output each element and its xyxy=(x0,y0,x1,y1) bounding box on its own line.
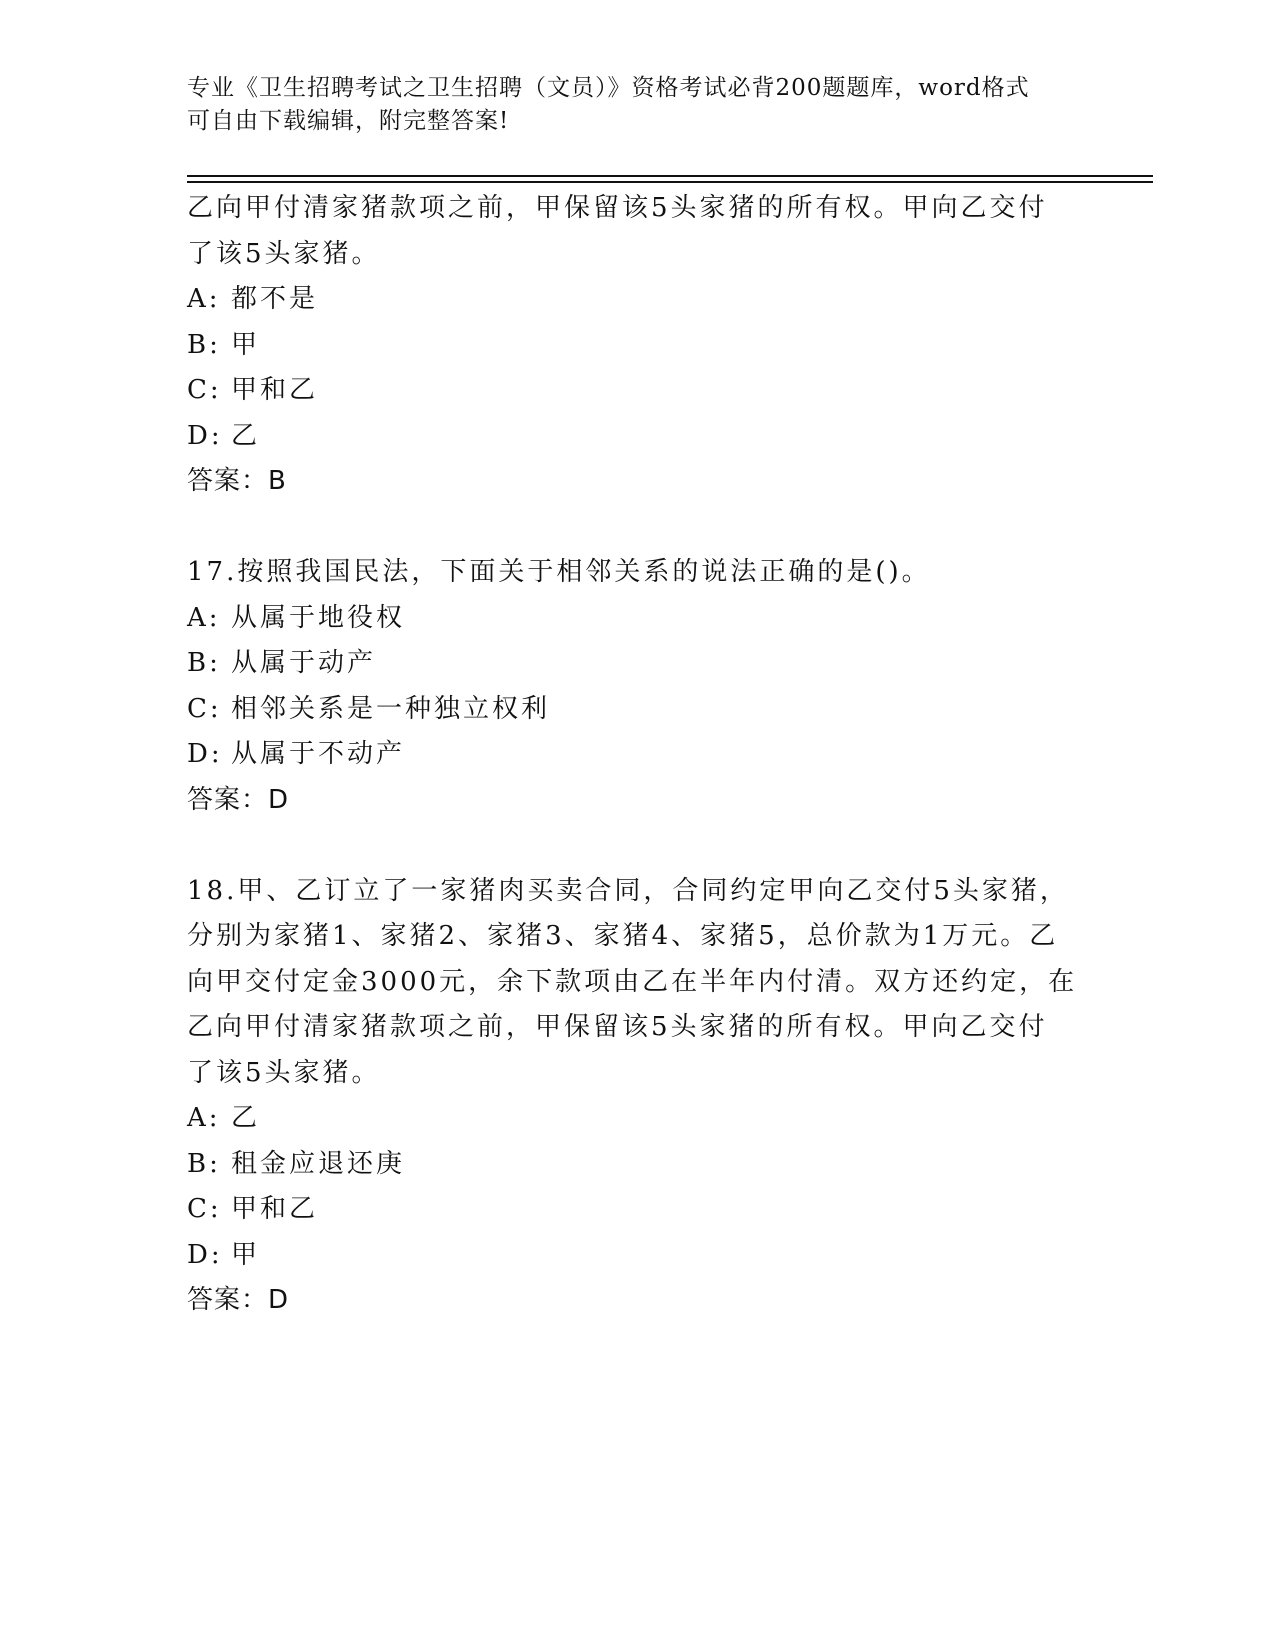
answer-value: D xyxy=(268,1285,290,1315)
header-line-2: 可自由下载编辑，附完整答案! xyxy=(187,108,510,134)
answer-value: D xyxy=(268,784,290,815)
document-header xyxy=(187,72,1067,138)
option-text: 甲和乙 xyxy=(231,1194,319,1224)
answer-line xyxy=(187,778,1087,824)
option-text: 甲和乙 xyxy=(231,375,319,405)
option-text: 相邻关系是一种独立权利 xyxy=(231,693,551,724)
option-text: 从属于动产 xyxy=(231,648,377,678)
question-spacer xyxy=(187,505,1087,551)
option-text: 乙 xyxy=(231,1103,261,1133)
option-a xyxy=(187,277,1087,323)
question-stem-line: 18.甲、乙订立了一家猪肉买卖合同，合同约定甲向乙交付5头家猪， xyxy=(187,875,1069,906)
option-key: B: xyxy=(187,1148,221,1179)
option-b xyxy=(187,323,1087,369)
option-key: C: xyxy=(187,693,222,724)
question-block xyxy=(187,186,1087,505)
question-stem-line: 向甲交付定金3000元，余下款项由乙在半年内付清。双方还约定，在 xyxy=(187,966,1078,997)
option-text: 租金应退还庚 xyxy=(231,1148,406,1179)
answer-label: 答案： xyxy=(187,466,269,496)
option-b xyxy=(187,641,1087,687)
option-text: 都不是 xyxy=(231,284,319,314)
question-stem-line: 分别为家猪1、家猪2、家猪3、家猪4、家猪5，总价款为1万元。乙 xyxy=(187,921,1059,951)
question-block xyxy=(187,869,1087,1324)
option-a xyxy=(187,1096,1087,1142)
option-text: 从属于地役权 xyxy=(231,602,406,633)
question-stem-line: 了该5头家猪。 xyxy=(187,238,381,269)
answer-label: 答案： xyxy=(187,784,269,815)
question-stem-line: 了该5头家猪。 xyxy=(187,1057,381,1088)
option-key: D: xyxy=(187,739,223,769)
option-key: A: xyxy=(187,602,221,633)
question-stem-line: 17.按照我国民法，下面关于相邻关系的说法正确的是()。 xyxy=(187,557,931,587)
answer-line xyxy=(187,459,1087,505)
option-d xyxy=(187,732,1087,778)
option-key: D: xyxy=(187,420,223,451)
option-key: B: xyxy=(187,648,221,678)
option-d xyxy=(187,1233,1087,1279)
option-key: A: xyxy=(187,1103,221,1133)
option-d xyxy=(187,414,1087,460)
option-c xyxy=(187,1187,1087,1233)
answer-value: B xyxy=(268,466,287,496)
option-text: 甲 xyxy=(231,329,261,360)
option-key: B: xyxy=(187,329,221,360)
header-line-1: 专业《卫生招聘考试之卫生招聘（文员）》资格考试必背200题题库，word格式 xyxy=(187,75,1030,101)
option-c xyxy=(187,687,1087,733)
option-text: 甲 xyxy=(231,1239,261,1270)
option-key: C: xyxy=(187,1194,222,1224)
header-divider-bottom xyxy=(187,181,1153,183)
option-key: D: xyxy=(187,1239,223,1270)
question-list xyxy=(187,186,1087,1324)
option-text: 乙 xyxy=(231,420,261,451)
option-key: C: xyxy=(187,375,222,405)
answer-line xyxy=(187,1278,1087,1324)
option-b xyxy=(187,1142,1087,1188)
question-stem-line: 乙向甲付清家猪款项之前，甲保留该5头家猪的所有权。甲向乙交付 xyxy=(187,1012,1048,1042)
answer-label: 答案： xyxy=(187,1285,269,1315)
question-block xyxy=(187,550,1087,823)
header-divider-top xyxy=(187,175,1153,177)
option-a xyxy=(187,596,1087,642)
option-text: 从属于不动产 xyxy=(231,739,406,769)
question-stem-line: 乙向甲付清家猪款项之前，甲保留该5头家猪的所有权。甲向乙交付 xyxy=(187,193,1048,223)
option-c xyxy=(187,368,1087,414)
option-key: A: xyxy=(187,284,221,314)
question-spacer xyxy=(187,823,1087,869)
